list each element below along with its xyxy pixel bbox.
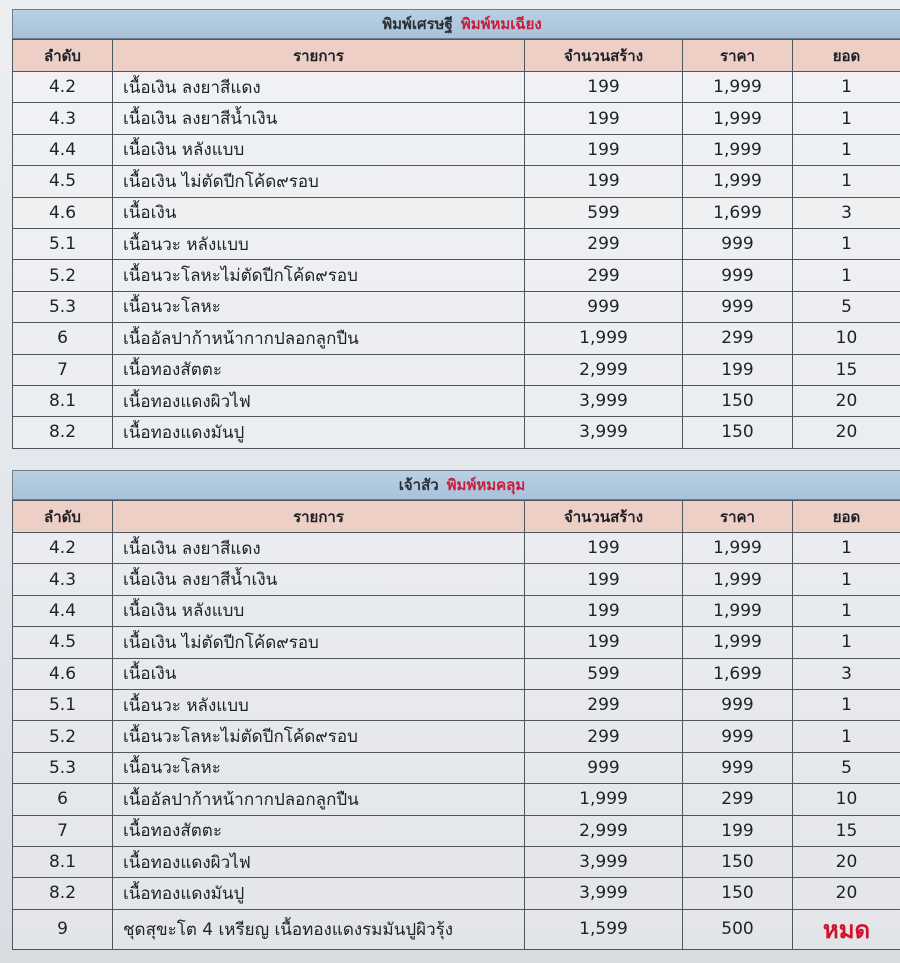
row-number: 8.1 [13,385,113,416]
row-price: 1,999 [683,564,793,595]
row-item: เนื้อเงิน ลงยาสีน้ำเงิน [113,564,525,595]
row-quantity: 2,999 [525,354,683,385]
row-total: 20 [793,417,900,448]
row-item: เนื้อเงิน [113,658,525,689]
row-quantity: 3,999 [525,878,683,909]
row-number: 4.4 [13,595,113,626]
row-price: 999 [683,291,793,322]
row-number: 9 [13,909,113,949]
row-number: 4.5 [13,627,113,658]
header-total: ยอด [793,40,900,72]
row-price: 150 [683,846,793,877]
row-price: 1,999 [683,134,793,165]
row-number: 5.3 [13,752,113,783]
row-price: 199 [683,354,793,385]
row-price: 500 [683,909,793,949]
row-price: 1,999 [683,166,793,197]
row-number: 8.2 [13,417,113,448]
row-number: 4.6 [13,197,113,228]
row-price: 150 [683,417,793,448]
row-total: 1 [793,260,900,291]
row-total: 3 [793,197,900,228]
row-item: เนื้อเงิน ลงยาสีแดง [113,533,525,564]
row-number: 8.2 [13,878,113,909]
row-quantity: 299 [525,260,683,291]
row-quantity: 299 [525,689,683,720]
table-row [13,658,900,689]
row-quantity: 199 [525,103,683,134]
row-quantity: 299 [525,721,683,752]
row-total: 20 [793,385,900,416]
row-item: เนื้อทองสัตตะ [113,354,525,385]
row-item: เนื้อเงิน ลงยาสีแดง [113,72,525,103]
row-number: 7 [13,815,113,846]
row-item: เนื้อทองสัตตะ [113,815,525,846]
row-item: เนื้ออัลปาก้าหน้ากากปลอกลูกปืน [113,784,525,815]
row-number: 6 [13,323,113,354]
row-total: 5 [793,752,900,783]
row-item: เนื้อเงิน ลงยาสีน้ำเงิน [113,103,525,134]
row-total: 1 [793,228,900,259]
row-item: เนื้อเงิน หลังแบบ [113,595,525,626]
row-quantity: 2,999 [525,815,683,846]
table-row [13,721,900,752]
row-price: 150 [683,878,793,909]
row-number: 4.5 [13,166,113,197]
row-price: 299 [683,323,793,354]
header-item: รายการ [113,40,525,72]
table-row [13,166,900,197]
row-total: 1 [793,627,900,658]
row-item: เนื้อทองแดงผิวไฟ [113,385,525,416]
table-row [13,260,900,291]
row-number: 4.3 [13,564,113,595]
table-row [13,784,900,815]
row-total: 1 [793,595,900,626]
row-item: เนื้อนวะโลหะ [113,291,525,322]
table-row [13,752,900,783]
section-title-band [12,9,900,39]
row-total: 1 [793,166,900,197]
row-item: เนื้อทองแดงมันปู [113,878,525,909]
row-total: 10 [793,784,900,815]
row-price: 999 [683,721,793,752]
row-number: 4.6 [13,658,113,689]
row-number: 4.3 [13,103,113,134]
table-header-row [13,40,900,72]
table-row [13,533,900,564]
table-row [13,323,900,354]
row-item: เนื้อนวะโลหะ [113,752,525,783]
table-row [13,846,900,877]
row-total: 1 [793,533,900,564]
row-total: 1 [793,72,900,103]
row-quantity: 1,999 [525,784,683,815]
section-subtitle: พิมพ์หมคลุม [446,476,526,494]
row-total: 1 [793,564,900,595]
section-title-band [12,470,900,500]
row-item: เนื้อทองแดงผิวไฟ [113,846,525,877]
table-row [13,291,900,322]
table-row [13,689,900,720]
table-row [13,564,900,595]
row-price: 1,999 [683,72,793,103]
table-row [13,815,900,846]
row-item: เนื้อเงิน ไม่ตัดปีกโค้ด๙รอบ [113,627,525,658]
row-item: เนื้ออัลปาก้าหน้ากากปลอกลูกปืน [113,323,525,354]
table-row [13,197,900,228]
row-item: เนื้อทองแดงมันปู [113,417,525,448]
row-item: เนื้อเงิน ไม่ตัดปีกโค้ด๙รอบ [113,166,525,197]
table-row [13,627,900,658]
row-price: 1,699 [683,197,793,228]
table-row [13,134,900,165]
row-number: 4.4 [13,134,113,165]
row-total: 1 [793,103,900,134]
row-quantity: 199 [525,627,683,658]
row-item: เนื้อนวะโลหะไม่ตัดปีกโค้ด๙รอบ [113,721,525,752]
row-quantity: 199 [525,564,683,595]
row-price: 1,699 [683,658,793,689]
row-total: 20 [793,846,900,877]
row-price: 299 [683,784,793,815]
row-quantity: 3,999 [525,385,683,416]
row-total: 1 [793,689,900,720]
row-total: 15 [793,354,900,385]
row-quantity: 3,999 [525,417,683,448]
row-number: 5.3 [13,291,113,322]
row-total: 15 [793,815,900,846]
table-row [13,417,900,448]
header-no: ลำดับ [13,501,113,533]
row-total: 20 [793,878,900,909]
row-quantity: 1,599 [525,909,683,949]
row-number: 4.2 [13,72,113,103]
row-price: 199 [683,815,793,846]
price-table [12,39,900,449]
row-price: 1,999 [683,627,793,658]
price-table [12,500,900,950]
table-row [13,103,900,134]
table-row [13,878,900,909]
sold-out-label: หมด [793,909,900,949]
row-quantity: 1,999 [525,323,683,354]
header-price: ราคา [683,501,793,533]
row-item: เนื้อเงิน [113,197,525,228]
header-no: ลำดับ [13,40,113,72]
row-total: 1 [793,721,900,752]
row-total: 3 [793,658,900,689]
row-quantity: 3,999 [525,846,683,877]
table-row [13,354,900,385]
row-number: 5.2 [13,721,113,752]
row-item: เนื้อนวะ หลังแบบ [113,228,525,259]
header-item: รายการ [113,501,525,533]
section-title: พิมพ์เศรษฐี [382,15,453,33]
table-row [13,909,900,949]
header-qty: จำนวนสร้าง [525,40,683,72]
row-item: ชุดสุขะโต 4 เหรียญ เนื้อทองแดงรมมันปูผิวรุ้ง [113,909,525,949]
section-sethi [12,9,900,449]
row-price: 999 [683,752,793,783]
row-price: 1,999 [683,595,793,626]
table-row [13,228,900,259]
row-quantity: 199 [525,134,683,165]
row-number: 7 [13,354,113,385]
row-number: 5.1 [13,228,113,259]
row-item: เนื้อนวะ หลังแบบ [113,689,525,720]
row-price: 1,999 [683,103,793,134]
row-number: 5.1 [13,689,113,720]
table-row [13,72,900,103]
row-number: 8.1 [13,846,113,877]
row-quantity: 199 [525,595,683,626]
row-price: 1,999 [683,533,793,564]
row-total: 5 [793,291,900,322]
row-quantity: 199 [525,166,683,197]
row-number: 4.2 [13,533,113,564]
section-subtitle: พิมพ์หมเฉียง [460,15,542,33]
table-header-row [13,501,900,533]
header-total: ยอด [793,501,900,533]
table-row [13,385,900,416]
header-price: ราคา [683,40,793,72]
row-quantity: 199 [525,72,683,103]
row-quantity: 199 [525,533,683,564]
row-quantity: 599 [525,197,683,228]
row-total: 1 [793,134,900,165]
section-chaosua [12,470,900,950]
row-quantity: 599 [525,658,683,689]
row-price: 150 [683,385,793,416]
row-price: 999 [683,689,793,720]
row-quantity: 299 [525,228,683,259]
row-quantity: 999 [525,752,683,783]
row-total: 10 [793,323,900,354]
header-qty: จำนวนสร้าง [525,501,683,533]
row-item: เนื้อเงิน หลังแบบ [113,134,525,165]
row-item: เนื้อนวะโลหะไม่ตัดปีกโค้ด๙รอบ [113,260,525,291]
table-row [13,595,900,626]
section-title: เจ้าสัว [398,476,439,494]
row-price: 999 [683,260,793,291]
row-quantity: 999 [525,291,683,322]
row-number: 6 [13,784,113,815]
row-number: 5.2 [13,260,113,291]
row-price: 999 [683,228,793,259]
